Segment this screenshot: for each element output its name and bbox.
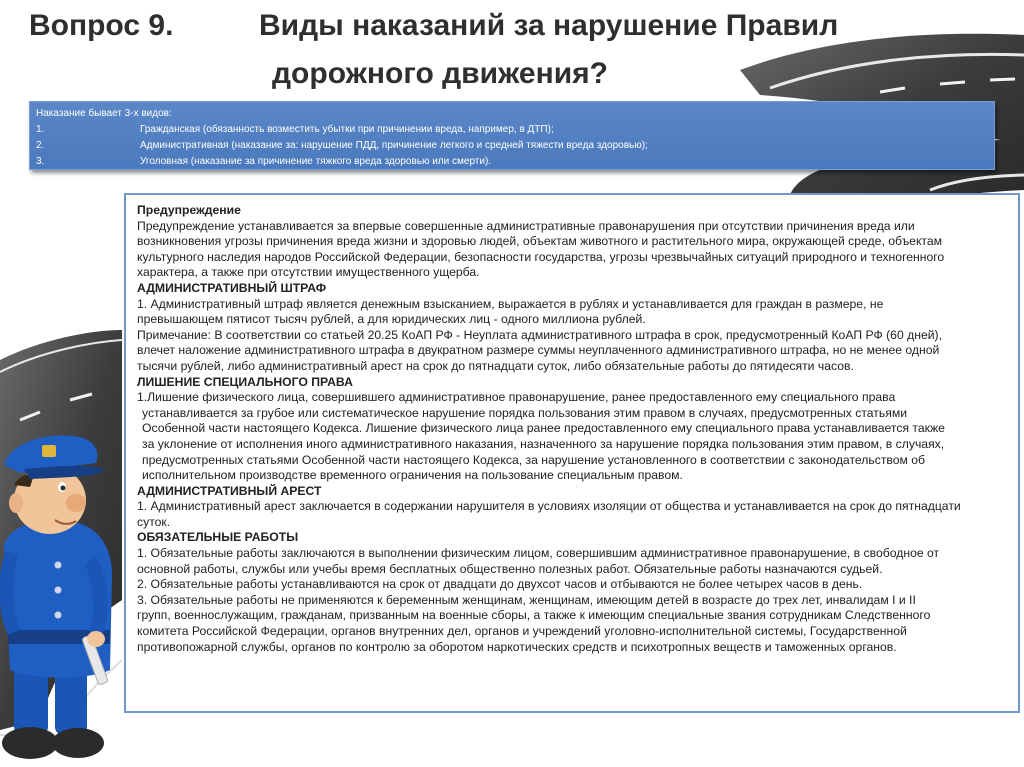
text-line: устанавливается за грубое или систематическое нарушение порядка пользования этим правом в случаях, предусмотренных статьями bbox=[142, 405, 908, 420]
police-officer-illustration bbox=[0, 425, 120, 767]
text-line: тысячи рублей, либо административный арест на срок до пятнадцати суток, либо обязательные работы до пятидесяти часов. bbox=[137, 358, 854, 373]
text-line: Особенной части настоящего Кодекса. Лишение физического лица ранее предоставленного ему специального права устанавливается также bbox=[142, 421, 945, 436]
text-line: 3. Обязательные работы не применяются к беременным женщинам, женщинам, имеющим детей в возрасте до трех лет, инвалидам I и II bbox=[137, 592, 916, 607]
punishment-details-box bbox=[124, 193, 1020, 713]
list-item-text: Гражданская (обязанность возместить убытки при причинении вреда, например, в ДТП); bbox=[140, 124, 554, 135]
text-line: характера, а также при отсутствии имущественного ущерба. bbox=[137, 265, 480, 280]
text-line: суток. bbox=[137, 514, 171, 529]
title-line-2: дорожного движения? bbox=[272, 57, 608, 90]
list-item-text: Уголовная (наказание за причинение тяжкого вреда здоровью или смерти). bbox=[140, 156, 492, 167]
fine-heading: АДМИНИСТРАТИВНЫЙ ШТРАФ bbox=[137, 280, 327, 295]
list-item bbox=[36, 122, 994, 138]
text-line: за уклонение от исполнения иного административного наказания, назначенного за нарушение порядка пользования этим правом, в случаях, bbox=[142, 436, 945, 451]
types-intro-row bbox=[36, 106, 994, 122]
text-line: влечет наложение административного штрафа в двукратном размере суммы неуплаченного административного штрафа, но не менее одной bbox=[137, 343, 940, 358]
list-item bbox=[36, 138, 994, 154]
arrest-heading: АДМИНИСТРАТИВНЫЙ АРЕСТ bbox=[137, 483, 322, 498]
text-line: комитета Российской Федерации, органов внутренних дел, органов и учреждений уголовно-исполнительной системы, Государственной bbox=[137, 624, 907, 639]
question-label: Вопрос 9. bbox=[29, 9, 174, 42]
works-heading: ОБЯЗАТЕЛЬНЫЕ РАБОТЫ bbox=[137, 530, 299, 545]
text-line: 1. Административный штраф является денежным взысканием, выражается в рублях и устанавливается для граждан в размере, не bbox=[137, 296, 884, 311]
text-line: 1.Лишение физического лица, совершившего административное правонарушение, ранее предоставленного ему специального права bbox=[137, 390, 896, 405]
text-line: исполнительном производстве временного ограничения на пользование специальным правом. bbox=[142, 468, 683, 483]
deprivation-heading: ЛИШЕНИЕ СПЕЦИАЛЬНОГО ПРАВА bbox=[137, 374, 353, 389]
page-title bbox=[29, 8, 838, 44]
text-line: 1. Обязательные работы заключаются в выполнении физическим лицом, совершившим административное правонарушение, в свободное от bbox=[137, 546, 940, 561]
list-item-text: Административная (наказание за: нарушение ПДД, причинение легкого и средней тяжести вреда здоровью); bbox=[140, 140, 648, 151]
title-line-1: Виды наказаний за нарушение Правил bbox=[259, 9, 839, 42]
warning-heading: Предупреждение bbox=[137, 203, 241, 217]
text-line: противопожарной службы, органов по контролю за оборотом наркотических средств и психотропных веществ и таможенных органов. bbox=[137, 639, 897, 654]
text-line: групп, военнослужащим, гражданам, призванным на военные сборы, а также к имеющим специальные звания сотрудникам Следственного bbox=[137, 608, 931, 623]
text-line: возникновения угрозы причинения вреда жизни и здоровью людей, объектам животного и растительного мира, окружающей среде, объектам bbox=[137, 234, 943, 249]
text-line: 2. Обязательные работы устанавливаются на срок от двадцати до двухсот часов и отбываются не более четырех часов в день. bbox=[137, 577, 863, 592]
list-item bbox=[36, 154, 994, 170]
text-line: превышающем пятисот тысяч рублей, а для юридических лиц - одного миллиона рублей. bbox=[137, 312, 646, 327]
text-line: основной работы, службы или учебы время бесплатных общественно полезных работ. Обязательные работы назначаются судьей. bbox=[137, 561, 883, 576]
text-line: 1. Административный арест заключается в содержании нарушителя в условиях изоляции от общества и устанавливается на срок до пятнадцати bbox=[137, 499, 961, 514]
punishment-types-box bbox=[29, 101, 995, 170]
list-item-number: 1. bbox=[36, 124, 45, 135]
text-line: предусмотренных статьями Особенной части настоящего Кодекса, за нарушение установленного в соответствии с законодательством об bbox=[142, 452, 926, 467]
text-line: Примечание: В соответствии со статьей 20.25 КоАП РФ - Неуплата административного штрафа в срок, предусмотренный КоАП РФ (60 дней), bbox=[137, 327, 942, 342]
types-intro: Наказание бывает 3-х видов: bbox=[36, 108, 172, 119]
list-item-number: 3. bbox=[36, 156, 45, 167]
text-line: культурного наследия народов Российской Федерации, безопасности государства, угрозы чрезвычайных ситуаций природного и техногенного bbox=[137, 249, 945, 264]
list-item-number: 2. bbox=[36, 140, 45, 151]
text-line: Предупреждение устанавливается за впервые совершенные административные правонарушения при отсутствии причинения вреда или bbox=[137, 218, 915, 233]
